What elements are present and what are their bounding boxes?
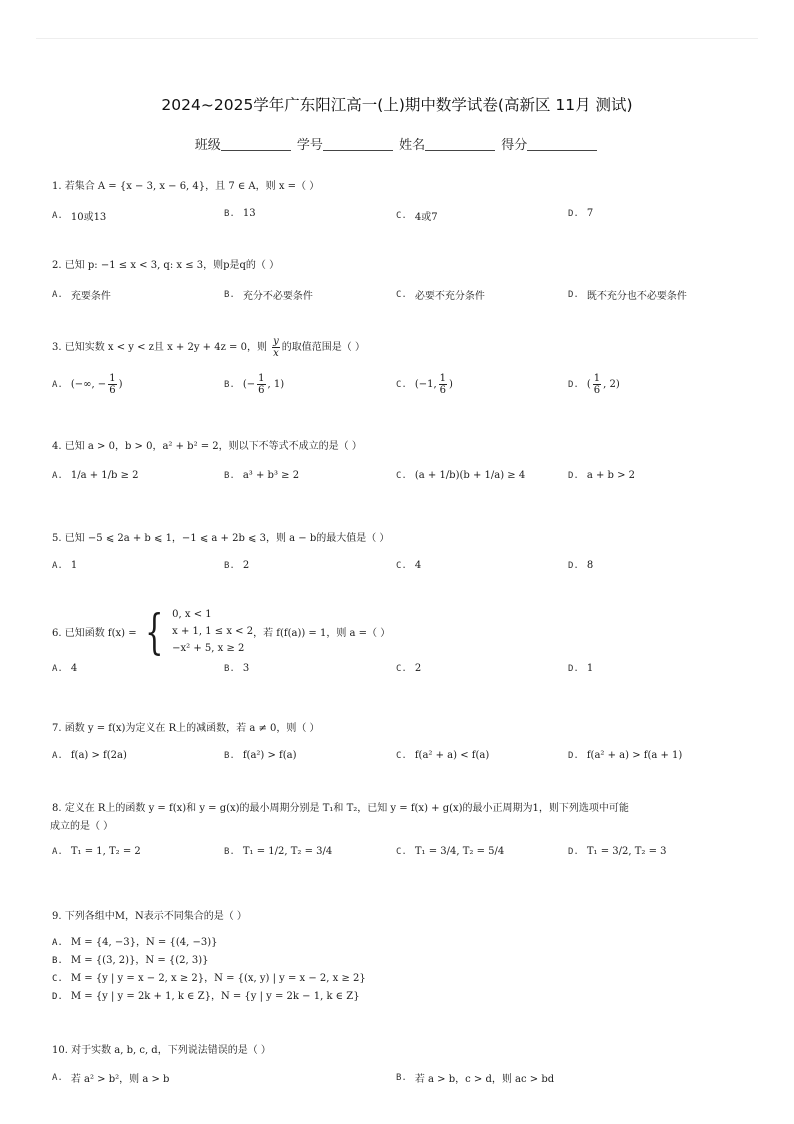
option-d[interactable]: D. 8	[568, 560, 594, 571]
option-b[interactable]: B. 充分不必要条件	[224, 289, 313, 302]
question-2	[52, 259, 754, 309]
score-blank[interactable]	[527, 150, 597, 151]
option-a[interactable]: A. 10或13	[52, 210, 107, 223]
option-d[interactable]: D. 7	[568, 208, 594, 219]
question-8	[52, 802, 754, 868]
option-c[interactable]: C. 4或7	[396, 210, 438, 223]
question-7	[52, 722, 754, 772]
option-row	[52, 373, 754, 403]
option-row	[52, 846, 754, 868]
brace: {	[144, 603, 164, 660]
question-10	[52, 1044, 754, 1092]
option-d[interactable]: D. 1	[568, 663, 594, 674]
option-list	[52, 934, 754, 1006]
option-a[interactable]: A. f(a) > f(2a)	[52, 750, 127, 761]
option-c[interactable]: C. T₁ = 3/4, T₂ = 5/4	[396, 846, 505, 857]
id-blank[interactable]	[323, 150, 393, 151]
name-label: 姓名	[399, 138, 426, 153]
option-a[interactable]: A. 充要条件	[52, 289, 111, 302]
option-c[interactable]: C. 2	[396, 663, 422, 674]
option-b[interactable]: B. 3	[224, 663, 250, 674]
option-b[interactable]: B. 若 a > b，c > d，则 ac > bd	[396, 1072, 555, 1085]
option-b[interactable]: B. T₁ = 1/2, T₂ = 3/4	[224, 846, 333, 857]
option-a[interactable]: A. (−∞, − $\frac{1}{6}$ )	[52, 373, 123, 396]
option-c[interactable]: C. f(a² + a) < f(a)	[396, 750, 490, 761]
option-row	[52, 663, 754, 685]
question-9	[52, 910, 754, 1006]
option-d[interactable]: D. a + b > 2	[568, 470, 636, 481]
question-6	[52, 603, 754, 685]
option-a[interactable]: A. 1	[52, 560, 78, 571]
score-label: 得分	[501, 138, 528, 153]
option-a[interactable]: A. M = {4, −3}，N = {(4, −3)}	[52, 937, 218, 948]
class-blank[interactable]	[221, 150, 291, 151]
option-row	[52, 1070, 754, 1092]
option-b[interactable]: B. a³ + b³ ≥ 2	[224, 470, 300, 481]
option-a[interactable]: A. 4	[52, 663, 78, 674]
option-row	[52, 470, 754, 492]
option-b[interactable]: B. 2	[224, 560, 250, 571]
student-info-row	[0, 134, 794, 153]
option-d[interactable]: D. f(a² + a) > f(a + 1)	[568, 750, 683, 761]
question-text: 9. 下列各组中M，N表示不同集合的是（ ）	[52, 911, 247, 922]
question-text: 8. 定义在 R上的函数 y = f(x)和 y = g(x)的最小周期分别是 T₁和 T₂，已知 y = f(x) + g(x)的最小正周期为1，则下列选项中可能	[52, 803, 629, 814]
option-c[interactable]: C. (a + 1/b)(b + 1/a) ≥ 4	[396, 470, 526, 481]
option-row	[52, 208, 754, 230]
option-c[interactable]: C. 4	[396, 560, 422, 571]
option-b[interactable]: B. 13	[224, 208, 256, 219]
option-d[interactable]: D. M = {y | y = 2k + 1, k ∈ Z}，N = {y | y = 2k − 1, k ∈ Z}	[52, 991, 360, 1002]
option-row	[52, 287, 754, 309]
question-text: 4. 已知 a > 0，b > 0，a² + b² = 2，则以下不等式不成立的是（ ）	[52, 441, 362, 452]
question-text: 3. 已知实数 x < y < z且 x + 2y + 4z = 0，则 $\frac{y}{x}$ 的取值范围是（ ）	[52, 336, 365, 359]
question-text-cont: 成立的是（ ）	[50, 821, 114, 832]
option-b[interactable]: B. (− $\frac{1}{6}$ , 1)	[224, 373, 285, 396]
question-text: 7. 函数 y = f(x)为定义在 R上的减函数，若 a ≠ 0，则（ ）	[52, 723, 320, 734]
question-4	[52, 440, 754, 492]
option-row	[52, 750, 754, 772]
class-label: 班级	[194, 138, 221, 153]
option-c[interactable]: C. 必要不充分条件	[396, 289, 485, 302]
option-b[interactable]: B. M = {(3, 2)}，N = {(2, 3)}	[52, 955, 209, 966]
option-d[interactable]: D. ( $\frac{1}{6}$ , 2)	[568, 373, 620, 396]
fraction: $\frac{y}{x}$	[273, 336, 279, 359]
question-text: 2. 已知 p: −1 ≤ x < 3, q: x ≤ 3，则p是q的（ ）	[52, 260, 280, 271]
piecewise-cases: 0, x < 1 x + 1, 1 ≤ x < 2 −x² + 5, x ≥ 2	[172, 609, 254, 654]
question-text: 5. 已知 −5 ⩽ 2a + b ⩽ 1，−1 ⩽ a + 2b ⩽ 3，则 a − b的最大值是（ ）	[52, 533, 390, 544]
top-rule	[36, 38, 758, 39]
option-a[interactable]: A. 若 a² > b²，则 a > b	[52, 1072, 170, 1085]
question-text: 10. 对于实数 a, b, c, d，下列说法错误的是（ ）	[52, 1045, 271, 1056]
option-b[interactable]: B. f(a²) > f(a)	[224, 750, 297, 761]
question-3	[52, 336, 754, 403]
question-5	[52, 532, 754, 582]
option-a[interactable]: A. T₁ = 1, T₂ = 2	[52, 846, 141, 857]
option-d[interactable]: D. T₁ = 3/2, T₂ = 3	[568, 846, 667, 857]
id-label: 学号	[296, 138, 323, 153]
question-1	[52, 180, 754, 230]
question-text: 6. 已知函数 f(x) = { 0, x < 1 x + 1, 1 ≤ x < 2 −x² + 5, x ≥ 2 ，若 f(f(a)) = 1，则 a =（ ）	[52, 603, 391, 660]
page-title: 2024~2025学年广东阳江高一(上)期中数学试卷(高新区 11月 测试)	[161, 96, 633, 114]
option-c[interactable]: C. (−1, $\frac{1}{6}$ )	[396, 373, 453, 396]
option-c[interactable]: C. M = {y | y = x − 2, x ≥ 2}，N = {(x, y) | y = x − 2, x ≥ 2}	[52, 973, 366, 984]
option-row	[52, 560, 754, 582]
question-text: 1. 若集合 A = {x − 3, x − 6, 4}，且 7 ∈ A，则 x =（ ）	[52, 181, 320, 192]
option-d[interactable]: D. 既不充分也不必要条件	[568, 289, 687, 302]
option-a[interactable]: A. 1/a + 1/b ≥ 2	[52, 470, 139, 481]
name-blank[interactable]	[425, 150, 495, 151]
